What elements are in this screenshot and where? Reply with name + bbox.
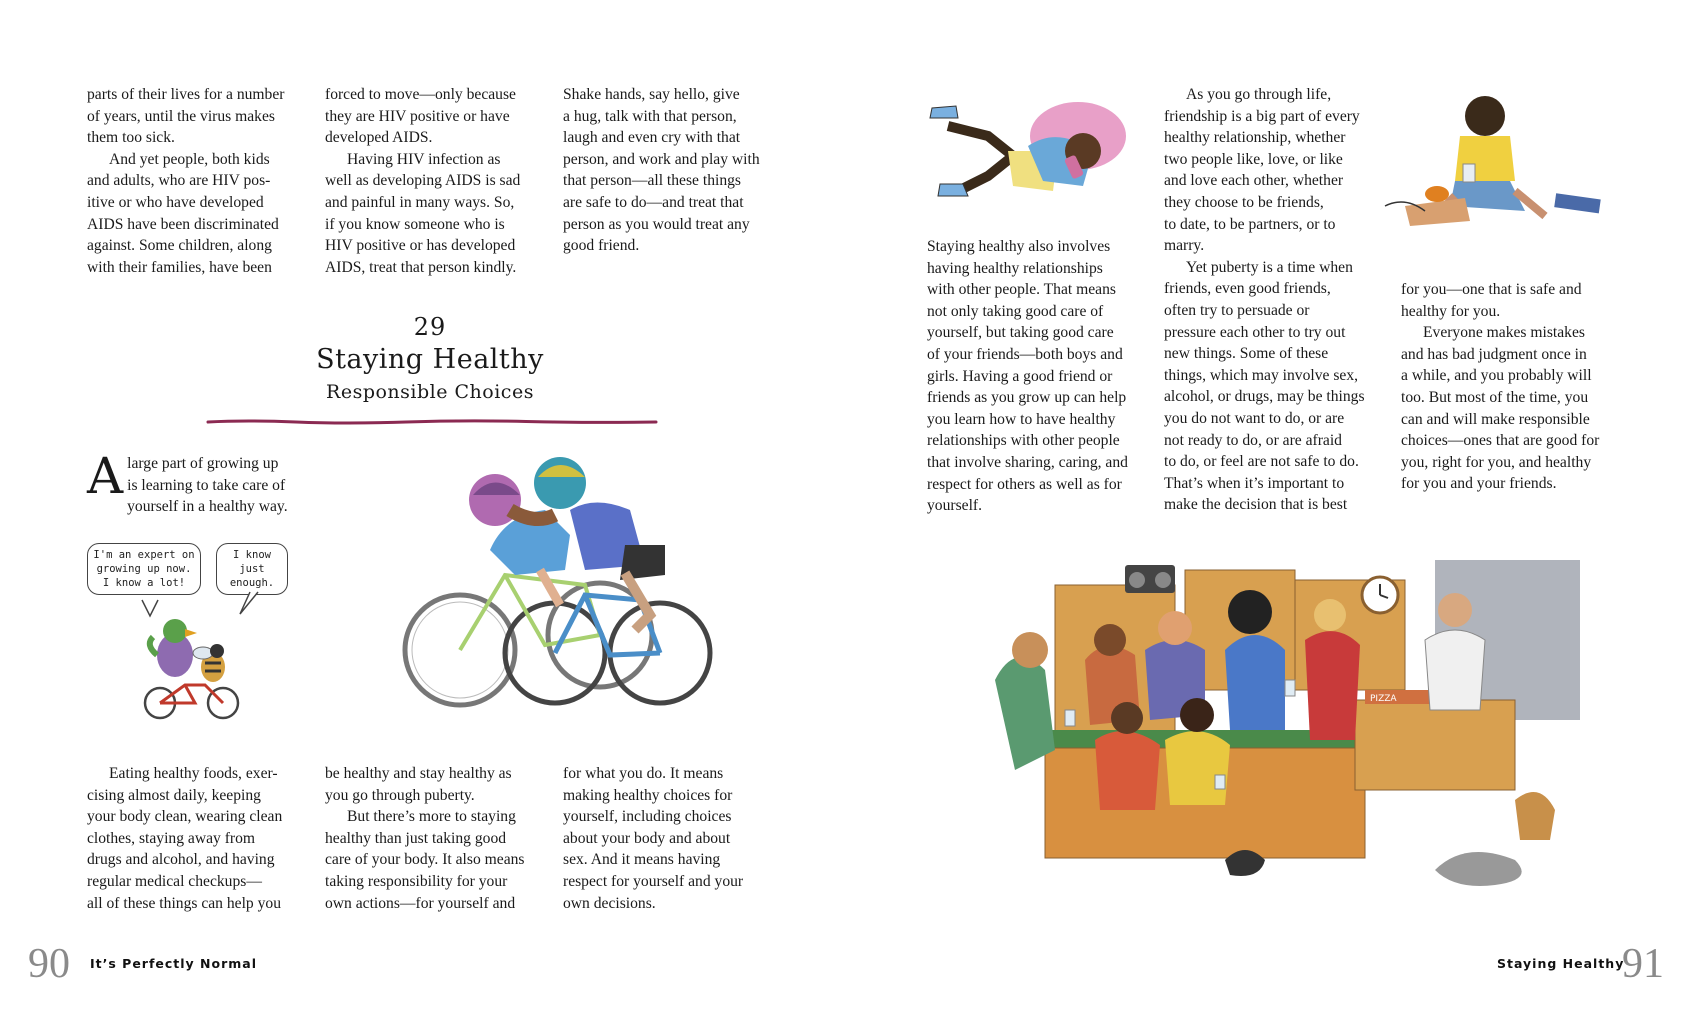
left-bottom-column-2 (325, 763, 540, 914)
paragraph: parts of their lives for a number of years, until the virus makes them too sick. (87, 86, 285, 147)
paragraph: But there’s more to staying healthy than just taking good care of your body. It also means taking responsibility for your own actions—for yourself and (325, 808, 525, 912)
paragraph: for what you do. It means making healthy choices for yourself, including choices about your body and about sex. And it means having respect for yourself and your own decisions. (563, 765, 744, 912)
chapter-title: Staying Healthy (316, 344, 544, 375)
pizza-box-label: PIZZA (1370, 694, 1397, 704)
paragraph: be healthy and stay healthy as you go through puberty. (325, 765, 512, 804)
paragraph: And yet people, both kids and adults, who are HIV pos- itive or who have developed AIDS have been discriminated against. Some children, along with their families, have been (87, 150, 279, 276)
left-top-column-3 (563, 84, 783, 257)
chapter-rule (206, 418, 658, 426)
running-head-left: It’s Perfectly Normal (90, 956, 258, 971)
right-column-2 (1164, 84, 1389, 516)
left-bottom-column-1 (87, 763, 302, 914)
right-column-1 (927, 236, 1147, 517)
boy-on-phone-icon (918, 96, 1148, 211)
intro-paragraph: A large part of growing up is learning to take care of yourself in a healthy way. (87, 447, 288, 516)
paragraph: As you go through life, friendship is a big part of every healthy relationship, whether two people like, love, or like and love each other, whether they choose to be friends, to date, to be partners, or to marry. (1164, 86, 1360, 255)
right-column-3 (1401, 279, 1626, 495)
page-number-right: 91 (1622, 941, 1664, 987)
chapter-subtitle: Responsible Choices (326, 381, 534, 403)
drop-cap: A (87, 447, 124, 505)
paragraph: forced to move—only because they are HIV positive or have developed AIDS. (325, 86, 516, 147)
running-head-right: Staying Healthy (1497, 956, 1625, 971)
cyclists-illustration-icon (395, 455, 715, 720)
paragraph: for you—one that is safe and healthy for you. (1401, 281, 1582, 320)
paragraph: Yet puberty is a time when friends, even good friends, often try to persuade or pressure each other to try out new things. Some of these things, which may involve sex, alcohol, or drugs, may be things you do not want to do, or are not ready to do, or are afraid to do, or feel are not safe to do. That’s when it’s important to make the decision that is best (1164, 258, 1365, 514)
page-number-left: 90 (28, 941, 70, 987)
paragraph: Eating healthy foods, exer- cising almost daily, keeping your body clean, wearing clean clothes, staying away from drugs and alcohol, and having regular medical checkups— all of these things can help you (87, 765, 283, 912)
left-top-column-2 (325, 84, 540, 278)
left-top-column-1 (87, 84, 297, 278)
bird-speech-bubble: I'm an expert on growing up now. I know a lot! (87, 543, 201, 595)
paragraph: Everyone makes mistakes and has bad judgment once in a while, and you probably will too. But most of the time, you can and will make responsible choices—ones that are good for you, right for you, and healthy for you and your friends. (1401, 324, 1600, 493)
kitchen-party-illustration-icon (975, 540, 1590, 920)
paragraph: Shake hands, say hello, give a hug, talk with that person, laugh and even cry with that person, and work and play with that person—all these things are safe to do—and treat that person as you would treat any good friend. (563, 86, 760, 255)
bee-speech-bubble: I know just enough. (216, 543, 288, 595)
girl-on-phone-icon (1375, 86, 1615, 231)
chapter-number: 29 (413, 313, 447, 341)
bird-and-bee-tandem-bike-icon (135, 615, 255, 725)
speech-bubble-tails (80, 580, 300, 620)
chapter-heading (200, 312, 660, 406)
paragraph: Staying healthy also involves having healthy relationships with other people. That means not only taking good care of yourself, but taking good care of your friends—both boys and girls. Having a good friend or friends as you grow up can help you learn how to have healthy relationships with other people that involve sharing, caring, and respect for others as well as for yourself. (927, 238, 1128, 515)
paragraph: Having HIV infection as well as developing AIDS is sad and painful in many ways. So, if you know someone who is HIV positive or has developed AIDS, treat that person kindly. (325, 150, 521, 276)
left-bottom-column-3 (563, 763, 778, 914)
